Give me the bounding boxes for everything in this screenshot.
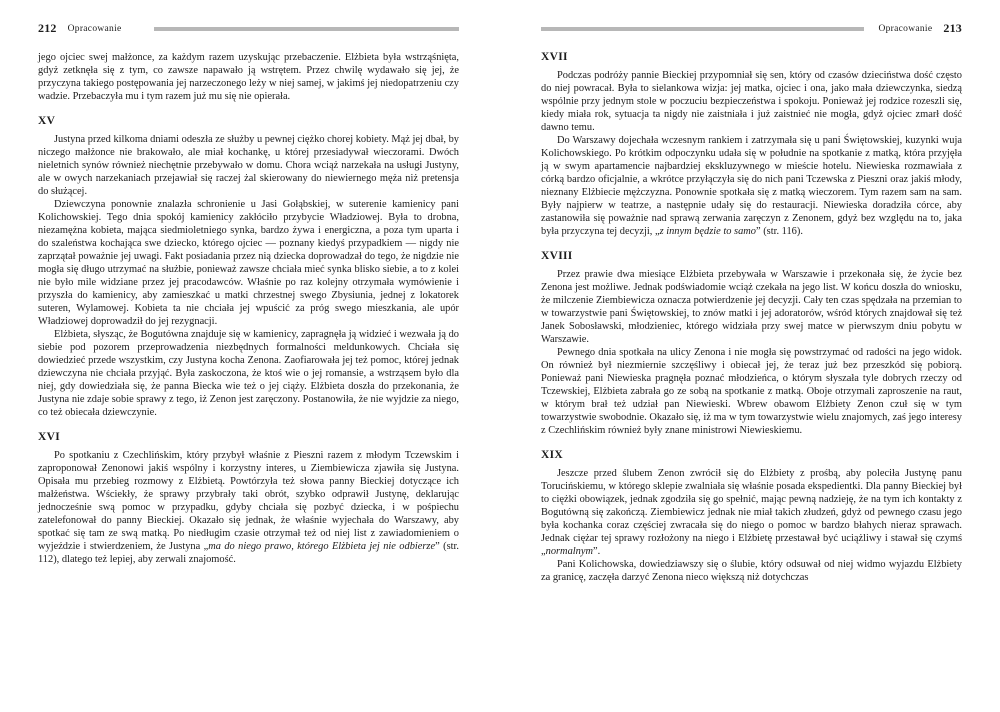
section-heading: XVI [38, 431, 60, 443]
paragraph [38, 51, 459, 103]
section-heading: XV [38, 115, 56, 127]
section-heading: XIX [541, 449, 563, 461]
body-text: Dziewczyna ponownie znalazła schronienie u Jasi Gołąbskiej, w suterenie kamienicy pani Kolichowskiej. Tego dnia spokój kamienicy zakłóciło przybycie Władziowej. Była to drobna, niezamężna kobieta, mająca siedmioletniego synka, bardzo żywa i energiczna, a poza tym uparta i do szaleństwa kochająca swe dziecko, którego ojciec — poznany kiedyś przypadkiem — nigdy nie zaprzątał poważnie jej uwagi. Fakt posiadania przez nią dziecka doprowadzał do tego, że nigdzie nie mogła się długo utrzymać na służbie, ponieważ zawsze chciała mieć synka blisko siebie, a to z kolei nie było mile widziane przez jej pracodawców. Właśnie po raz kolejny otrzymała wymówienie i przyszła do kamienicy, aby zamieszkać u matki chrzestnej swego Zbysiunia, jednej z lokatorek suteren, Wylamowej. Kobieta ta nie chciała jej wpuścić za próg swego mieszkania, ale upór Władziowej doprowadził do jej rezygnacji. [38, 199, 459, 327]
body-text: Pewnego dnia spotkała na ulicy Zenona i nie mogła się powstrzymać od radości na jego widok. On również był niezmiernie szczęśliwy i obiecał jej, że teraz już bez przeszkód się pobiorą. Ponieważ pani Niewieska pragnęła poznać młodzieńca, o którym słyszała tyle dobrych rzeczy od Tczewskiej, Elżbieta zabrała go ze sobą na spotkanie z matką. Oboje otrzymali zaproszenie na raut, w którym brał też udział pan Niewieski. Wbrew obawom Elżbiety Zenon czuł się w tym towarzystwie swobodnie. Okazało się, iż ma w tym towarzystwie wielu znajomych, zaś jego interesy z Czechlińskim również były znane ministrowi Niewieskiemu. [541, 347, 962, 436]
quoted-italic-text: ma do niego prawo, którego Elżbieta jej nie odbierze [208, 541, 436, 552]
section-heading: XVII [541, 51, 568, 63]
body-text: Pani Kolichowska, dowiedziawszy się o ślubie, który odsuwał od niej widmo wyjazdu Elżbiety za granicę, zaczęła darzyć Zenona nieco większą niż dotychczas [541, 559, 962, 583]
paragraph [38, 133, 459, 198]
page-body-right [541, 51, 962, 584]
body-text: jego ojciec swej małżonce, za każdym razem uzyskując przebaczenie. Elżbieta była wstrząśnięta, gdyż zetknęła się z tym, co zawsze napawało ją wstrętem. Przez chwilę wydawało się jej, że przyczyna takiego postępowania jej narzeczonego leży w niej samej, w jakimś jej niedopatrzeniu czy wadzie. Przebaczyła mu i tym razem już mu się nie opierała. [38, 52, 459, 102]
section-heading: XVIII [541, 250, 573, 262]
page-header-left [38, 22, 459, 35]
quoted-italic-text: z innym będzie to samo [659, 226, 756, 237]
running-title-right: Opracowanie [878, 23, 933, 34]
body-text: ” (str. 116). [755, 226, 803, 237]
quoted-italic-text: normalnym [545, 546, 593, 557]
paragraph [38, 449, 459, 566]
paragraph [541, 69, 962, 134]
paragraph [541, 558, 962, 584]
page-right [541, 0, 962, 584]
header-rule-right [541, 27, 864, 31]
body-text: ” (str. 112), dlatego też lepiej, aby zerwali znajomość. [38, 541, 459, 565]
body-text: Jeszcze przed ślubem Zenon zwrócił się do Elżbiety z prośbą, aby poleciła Justynę panu Torucińskiemu, w którego sklepie zwalniała się właśnie posada ekspedientki. Dla panny Bieckiej był to ciężki obowiązek, jednak zgodziła się go spełnić, mając pewną nadzieję, że na tym ich kontakty z Bogutówną się zakończą. Ziembiewicz jednak nie miał takich złudzeń, gdyż od pewnego czasu jego była kochanka coraz częściej zwracała się do niego o pomoc w bardzo błahych nieraz sprawach. Jednak ciężar tej sprawy rozłożony na niego i Elżbietę przestawał być uciążliwy i stawał się czymś „ [541, 468, 962, 557]
paragraph [38, 198, 459, 328]
paragraph [541, 134, 962, 238]
page-header-right [541, 22, 962, 35]
paragraph [541, 268, 962, 346]
body-text: ”. [592, 546, 601, 557]
body-text: Po spotkaniu z Czechlińskim, który przybył właśnie z Pieszni razem z młodym Tczewskim i zaproponował Zenonowi jakiś wspólny i korzystny interes, u Ziembiewicza zjawiła się Justyna. Opisała mu przebieg rozmowy z Elżbietą. Powtórzyła też słowa panny Bieckiej dotyczące ich małżeństwa. Wściekły, że sprawy przybrały taki obrót, szybko odprawił Justynę, deklarując jednocześnie swą pomoc w przypadku, gdyby chciała się pozbyć dziecka, i w pośpiechu zatelefonował do panny Bieckiej. Okazało się jednak, że właśnie wyjechała do Warszawy, aby spotkać się tam ze swą matką. Po niedługim czasie otrzymał też od niej list z zawiadomieniem o wyjeździe i stwierdzeniem, że Justyna „ [38, 450, 459, 552]
page-number-left: 212 [38, 21, 57, 35]
body-text: Justyna przed kilkoma dniami odeszła ze służby u pewnej ciężko chorej kobiety. Mąż jej dbał, by niczego małżonce nie brakowało, ale miał kochankę, u której przesiadywał wieczorami. Dwóch nieletnich synów również niechętnie przebywało w domu. Chora wciąż narzekała na usługi Justyny, ale w owych narzekaniach przejawiał się raczej żal skierowany do niewiernego męża niż pretensja do służącej. [38, 134, 459, 197]
paragraph [38, 328, 459, 419]
page-body-left [38, 51, 459, 566]
page-left [38, 0, 459, 566]
body-text: Do Warszawy dojechała wczesnym rankiem i zatrzymała się u pani Świętowskiej, kuzynki wuja Kolichowskiego. Po krótkim odpoczynku udała się w południe na spotkanie z matką, która przyjęła ją w swym apartamencie najbardziej ekskluzywnego w mieście hotelu. Niewieska rozmawiała z córką bardzo oficjalnie, a wkrótce przyłączyła się do nich pani Tczewska z Pieszni oraz jakiś młody, nieznany Elżbiecie mężczyzna. Ponownie spotkała się z matką wieczorem. Tym razem sam na sam. Były najpierw w teatrze, a następnie udały się do restauracji. Niewieska doradziła córce, aby zastanowiła się poważnie nad sprawą zerwania zaręczyn z Zenonem, gdyż bez względu na to, jaka była przyczyna tej decyzji, „ [541, 135, 962, 237]
paragraph [541, 467, 962, 558]
running-title-left: Opracowanie [67, 23, 122, 34]
body-text: Elżbieta, słysząc, że Bogutówna znajduje się w kamienicy, zapragnęła ją widzieć i wezwała ją do siebie pod pozorem przeprowadzenia niezbędnych formalności meldunkowych. Chciała się dowiedzieć przede wszystkim, czy Justyna kocha Zenona. Zaofiarowała jej też pomoc, której jednak dziewczyna nie chciała przyjąć. Była zaskoczona, że ktoś wie o jej romansie, a wstrząsem było dla niej, gdy dowiedziała się, że panna Biecka wie też o jej ciąży. Elżbieta doszła do przekonania, że Justyna nie zdaje sobie sprawy z tego, iż Zenon jest zaręczony. Postanowiła, że nie wyjdzie za niego, co też obiecała dziewczynie. [38, 329, 459, 418]
body-text: Podczas podróży pannie Bieckiej przypomniał się sen, który od czasów dzieciństwa dość często do niej powracał. Była to sielankowa wizja: jej matka, ojciec i ona, jako mała dziewczynka, siedzą wspólnie przy jednym stole w poczuciu bezpieczeństwa i spokoju. Ponieważ jej rodzice rozeszli się, kiedy miała rok, sytuacja ta nigdy nie zaistniała i już zaistnieć nie mogła, gdyż ojciec zmarł dość dawno temu. [541, 70, 962, 133]
body-text: Przez prawie dwa miesiące Elżbieta przebywała w Warszawie i przekonała się, że życie bez Zenona jest możliwe. Jednak podświadomie wciąż czekała na jego list. W końcu doszła do wniosku, że milczenie Ziembiewicza oznacza potwierdzenie jej decyzji. Cały ten czas spędzała na przemian to w towarzystwie pani Świętowskiej, to znów matki i jej adoratorów, wśród których znajdował się też Janek Sobosławski, młodzieniec, którego widziała przy swej matce w pierwszym dniu pobytu w Warszawie. [541, 269, 962, 345]
paragraph [541, 346, 962, 437]
page-number-right: 213 [943, 21, 962, 35]
header-rule-left [154, 27, 459, 31]
